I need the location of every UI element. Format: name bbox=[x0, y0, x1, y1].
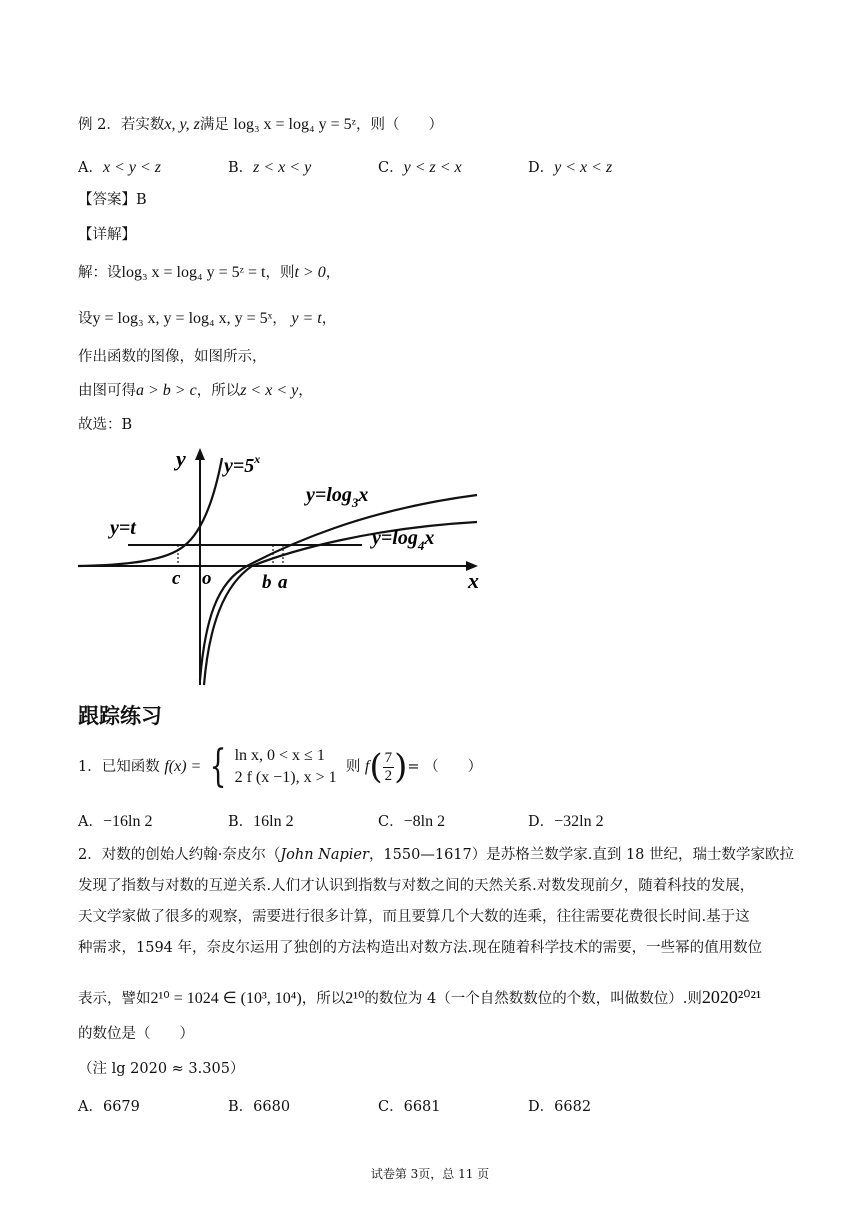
q2-line-5: 表示，譬如2¹⁰ = 1024 ∈ (10³, 10⁴)，所以2¹⁰的数位为 4（一个自然数数位的个数，叫做数位）.则2020²⁰²¹ bbox=[78, 987, 762, 1007]
label-y-equals-t: y=t bbox=[110, 517, 136, 539]
q1-fraction: $\frac{7}{2}$ bbox=[384, 749, 393, 784]
solution-line-2: 设y = log₃ x, y = log₄ x, y = 5ˣ， y = t， bbox=[78, 310, 337, 327]
q2-option-c: C．6681 bbox=[378, 1099, 441, 1115]
label-y: y bbox=[176, 446, 186, 471]
label-log3-curve: $y=\log_3x$ bbox=[306, 484, 369, 510]
example-cond-math: log₃ x = log₄ y = 5ᶻ bbox=[233, 116, 356, 133]
label-c: c bbox=[172, 568, 181, 589]
q2-line-3: 天文学家做了很多的观察，需要进行很多计算，而且要算几个大数的连乘，往往需要花费很长时间.基于这 bbox=[78, 909, 750, 925]
q1-option-b: B．16ln 2 bbox=[228, 813, 294, 830]
q1-cases: ln x, 0 < x ≤ 1 2 f (x −1), x > 1 bbox=[234, 747, 337, 786]
solution-line-5: 故选：B bbox=[78, 417, 133, 433]
answer-line: 【答案】B bbox=[78, 192, 147, 208]
example-option-a: A．x < y < z bbox=[78, 159, 162, 176]
example-option-d: D．y < x < z bbox=[528, 159, 613, 176]
example-option-c: C．y < z < x bbox=[378, 159, 462, 176]
example-cond-text: 满足 bbox=[199, 117, 229, 133]
y-axis-arrow bbox=[195, 448, 205, 460]
q2-option-d: D．6682 bbox=[528, 1099, 592, 1115]
q2-note: （注 lg 2020 ≈ 3.305） bbox=[78, 1061, 245, 1077]
q2-line-1: 2．对数的创始人约翰·奈皮尔（John Napier，1550—1617）是苏格兰数学家.直到 18 世纪，瑞士数学家欧拉 bbox=[78, 847, 795, 863]
solution-line-1: 解：设log₃ x = log₄ y = 5ᶻ = t，则t > 0， bbox=[78, 264, 341, 281]
q1-fx: f(x) = bbox=[164, 758, 202, 775]
detail-label: 【详解】 bbox=[78, 227, 136, 243]
q1-brace: { bbox=[209, 741, 227, 792]
q2-line-4: 种需求，1594 年，奈皮尔运用了独创的方法构造出对数方法.现在随着科学技术的需要，一些幂的值用数位 bbox=[78, 940, 763, 956]
label-b: b bbox=[262, 572, 272, 593]
q1-option-c: C．−8ln 2 bbox=[378, 813, 446, 830]
q2-line-6: 的数位是（ ） bbox=[78, 1026, 194, 1042]
q1-option-a: A．−16ln 2 bbox=[78, 813, 153, 830]
solution-line-4: 由图可得a > b > c，所以z < x < y， bbox=[78, 382, 313, 399]
q2-option-b: B．6680 bbox=[228, 1099, 291, 1115]
example-vars: x, y, z bbox=[164, 116, 200, 133]
curve-log3 bbox=[200, 495, 477, 680]
solution-line-3: 作出函数的图像，如图所示， bbox=[78, 349, 267, 365]
example-option-b: B．z < x < y bbox=[228, 159, 312, 176]
label-exp-curve: $y=5^x$ bbox=[224, 452, 261, 477]
example-end: ，则（ ） bbox=[355, 117, 443, 133]
section-title: 跟踪练习 bbox=[78, 704, 162, 728]
q2-name: John Napier bbox=[280, 847, 369, 863]
label-a: a bbox=[278, 572, 288, 593]
label-log4-curve: $y=\log_4x$ bbox=[372, 527, 435, 553]
example-question bbox=[78, 116, 443, 134]
q2-line-2: 发现了指数与对数的互逆关系.人们才认识到指数与对数之间的天然关系.对数发现前夕，随着科技的发展， bbox=[78, 878, 755, 894]
q1-question: 1．已知函数 f(x) = { ln x, 0 < x ≤ 1 2 f (x −1), x > 1 则 f( $\frac{7}{2}$ )= （ ） bbox=[78, 741, 483, 792]
label-x: x bbox=[468, 568, 479, 593]
label-o: o bbox=[202, 568, 212, 589]
curve-log4 bbox=[204, 522, 477, 685]
function-graph bbox=[72, 440, 492, 690]
example-intro: 例 2．若实数 bbox=[78, 117, 165, 133]
q2-option-a: A．6679 bbox=[78, 1099, 140, 1115]
q1-option-d: D．−32ln 2 bbox=[528, 813, 604, 830]
page-footer: 试卷第 3页，总 11 页 bbox=[370, 1167, 490, 1181]
